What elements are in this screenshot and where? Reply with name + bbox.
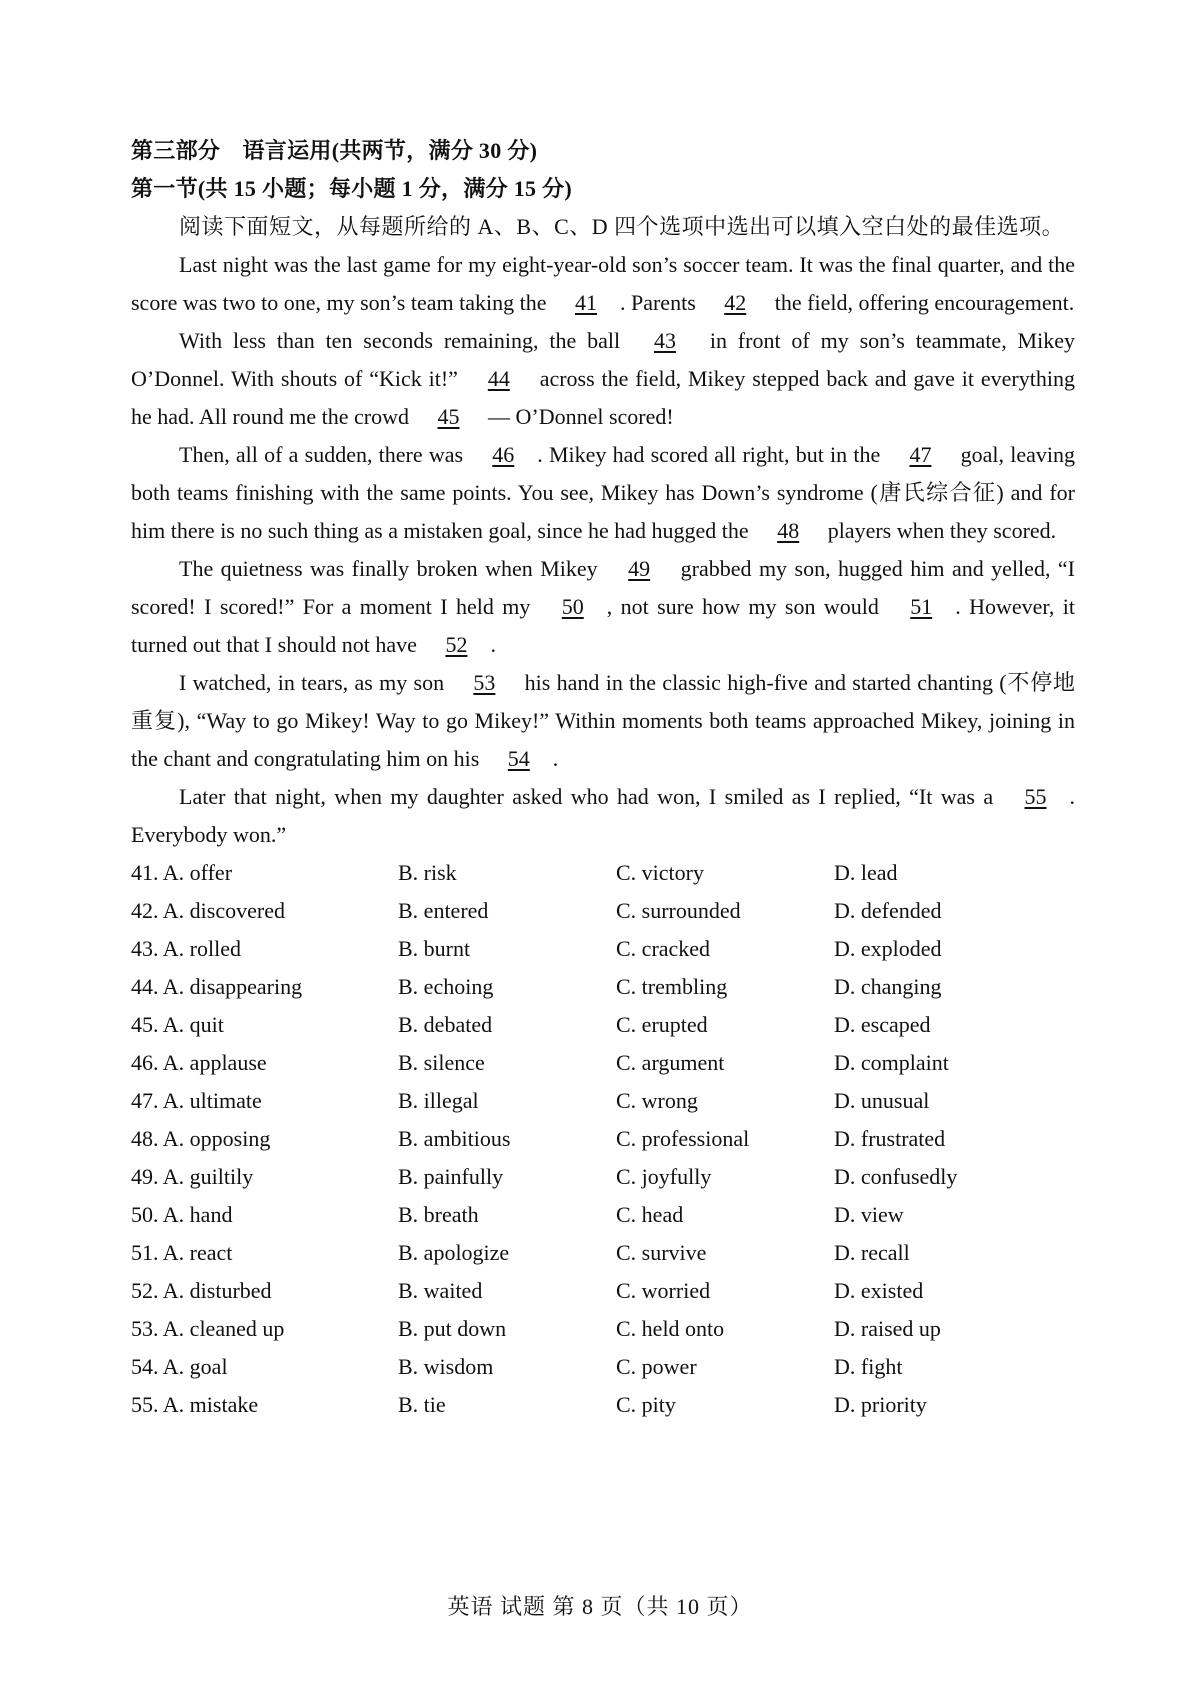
option-row [131,1196,1075,1234]
option-row [131,968,1075,1006]
option-b: B. echoing [398,974,494,999]
passage-text: his hand in the classic high-five and started chanting (不停地重复), “Way to go Mikey! Way to go Mikey!” Within moments both teams approached Mikey, joining in the chant and congratulating him on his [131,670,1075,771]
passage-text: , not sure how my son would [606,594,888,619]
option-a: 42. A. discovered [131,898,285,923]
blank-42: 42 [724,290,747,315]
option-a: 45. A. quit [131,1012,224,1037]
option-row [131,1310,1075,1348]
option-row [131,1348,1075,1386]
option-d: D. complaint [834,1050,949,1075]
blank-45: 45 [437,404,460,429]
options-list [131,854,1075,1424]
passage-paragraph [131,664,1075,778]
option-b: B. breath [398,1202,479,1227]
passage-text: With less than ten seconds remaining, the ball [179,328,631,353]
option-d: D. priority [834,1392,927,1417]
blank-41: 41 [574,290,597,315]
page-footer: 英语 试题 第 8 页（共 10 页） [447,1594,753,1619]
passage-text: — O’Donnel scored! [482,404,674,429]
blank-51: 51 [910,594,933,619]
option-a: 49. A. guiltily [131,1164,254,1189]
option-a: 54. A. goal [131,1354,228,1379]
passage-text: . [490,632,496,657]
option-d: D. escaped [834,1012,931,1037]
option-a: 48. A. opposing [131,1126,271,1151]
option-c: C. wrong [616,1088,698,1113]
option-d: D. recall [834,1240,910,1265]
passage-paragraph [131,550,1075,664]
blank-54: 54 [507,746,530,771]
option-d: D. changing [834,974,942,999]
option-c: C. surrounded [616,898,741,923]
option-b: B. entered [398,898,489,923]
option-row [131,1006,1075,1044]
passage-text: . [552,746,559,771]
cloze-passage [131,246,1075,854]
option-a: 52. A. disturbed [131,1278,272,1303]
option-c: C. pity [616,1392,676,1417]
option-b: B. burnt [398,936,471,961]
option-a: 43. A. rolled [131,936,241,961]
blank-52: 52 [445,632,468,657]
option-c: C. trembling [616,974,728,999]
passage-text: Then, all of a sudden, there was [179,442,470,467]
option-d: D. existed [834,1278,924,1303]
passage-text: grabbed my son, hugged him and yelled, “I scored! I scored!” For a moment I held my [131,556,1075,619]
option-b: B. put down [398,1316,507,1341]
option-row [131,1386,1075,1424]
passage-text: Later that night, when my daughter asked who had won, I smiled as I replied, “It was a [179,784,1002,809]
option-a: 50. A. hand [131,1202,233,1227]
option-a: 44. A. disappearing [131,974,303,999]
option-a: 53. A. cleaned up [131,1316,285,1341]
option-c: C. argument [616,1050,725,1075]
passage-paragraph [131,322,1075,436]
passage-text: players when they scored. [822,518,1057,543]
option-c: C. victory [616,860,704,885]
option-row [131,854,1075,892]
option-b: B. debated [398,1012,493,1037]
option-row [131,1272,1075,1310]
option-d: D. raised up [834,1316,941,1341]
option-b: B. tie [398,1392,446,1417]
option-b: B. wisdom [398,1354,494,1379]
option-row [131,930,1075,968]
option-d: D. frustrated [834,1126,946,1151]
option-a: 55. A. mistake [131,1392,259,1417]
option-d: D. exploded [834,936,942,961]
option-b: B. silence [398,1050,485,1075]
option-c: C. power [616,1354,697,1379]
section-title: 第三部分 语言运用(共两节，满分 30 分) [131,138,538,163]
passage-text: Last night was the last game for my eight-year-old son’s soccer team. It was the final quarter, and the score was two to one, my son’s team taking the [131,252,1075,315]
option-d: D. lead [834,860,898,885]
option-c: C. cracked [616,936,711,961]
option-row [131,1120,1075,1158]
passage-text: goal, leaving both teams finishing with the same points. You see, Mikey has Down’s syndrome (唐氏综合征) and for him there is no such thing as a mistaken goal, since he had hugged the [131,442,1076,543]
option-d: D. view [834,1202,904,1227]
option-d: D. confusedly [834,1164,958,1189]
option-row [131,1044,1075,1082]
blank-50: 50 [561,594,584,619]
option-b: B. ambitious [398,1126,511,1151]
option-row [131,1158,1075,1196]
option-a: 51. A. react [131,1240,233,1265]
passage-text: The quietness was finally broken when Mikey [179,556,606,581]
blank-46: 46 [492,442,515,467]
blank-47: 47 [909,442,932,467]
passage-text: . However, it turned out that I should not have [131,594,1075,657]
passage-text: I watched, in tears, as my son [179,670,451,695]
option-d: D. defended [834,898,942,923]
option-b: B. painfully [398,1164,504,1189]
option-a: 46. A. applause [131,1050,267,1075]
option-c: C. survive [616,1240,707,1265]
option-row [131,892,1075,930]
option-b: B. waited [398,1278,483,1303]
passage-text: . Mikey had scored all right, but in the [537,442,887,467]
option-row [131,1082,1075,1120]
option-b: B. illegal [398,1088,479,1113]
option-c: C. head [616,1202,684,1227]
exam-page-content [131,132,1075,1424]
option-c: C. joyfully [616,1164,712,1189]
blank-53: 53 [473,670,496,695]
blank-44: 44 [487,366,510,391]
passage-paragraph [131,436,1075,550]
passage-text: the field, offering encouragement. [769,290,1075,315]
passage-text: . Parents [619,290,702,315]
blank-49: 49 [628,556,651,581]
option-d: D. fight [834,1354,903,1379]
passage-paragraph [131,246,1075,322]
option-b: B. apologize [398,1240,510,1265]
option-a: 41. A. offer [131,860,233,885]
blank-48: 48 [777,518,800,543]
option-b: B. risk [398,860,457,885]
passage-text: in front of my son’s teammate, Mikey O’Donnel. With shouts of “Kick it!” [131,328,1075,391]
option-row [131,1234,1075,1272]
passage-text: . Everybody won.” [131,784,1075,847]
blank-43: 43 [653,328,676,353]
option-c: C. erupted [616,1012,708,1037]
option-c: C. worried [616,1278,711,1303]
instruction-text: 阅读下面短文，从每题所给的 A、B、C、D 四个选项中选出可以填入空白处的最佳选项。 [179,214,1065,239]
blank-55: 55 [1024,784,1047,809]
option-a: 47. A. ultimate [131,1088,262,1113]
passage-text: across the field, Mikey stepped back and gave it everything he had. All round me the crowd [131,366,1075,429]
passage-paragraph [131,778,1075,854]
subsection-title: 第一节(共 15 小题；每小题 1 分，满分 15 分) [131,176,573,201]
option-d: D. unusual [834,1088,930,1113]
option-c: C. held onto [616,1316,725,1341]
option-c: C. professional [616,1126,750,1151]
